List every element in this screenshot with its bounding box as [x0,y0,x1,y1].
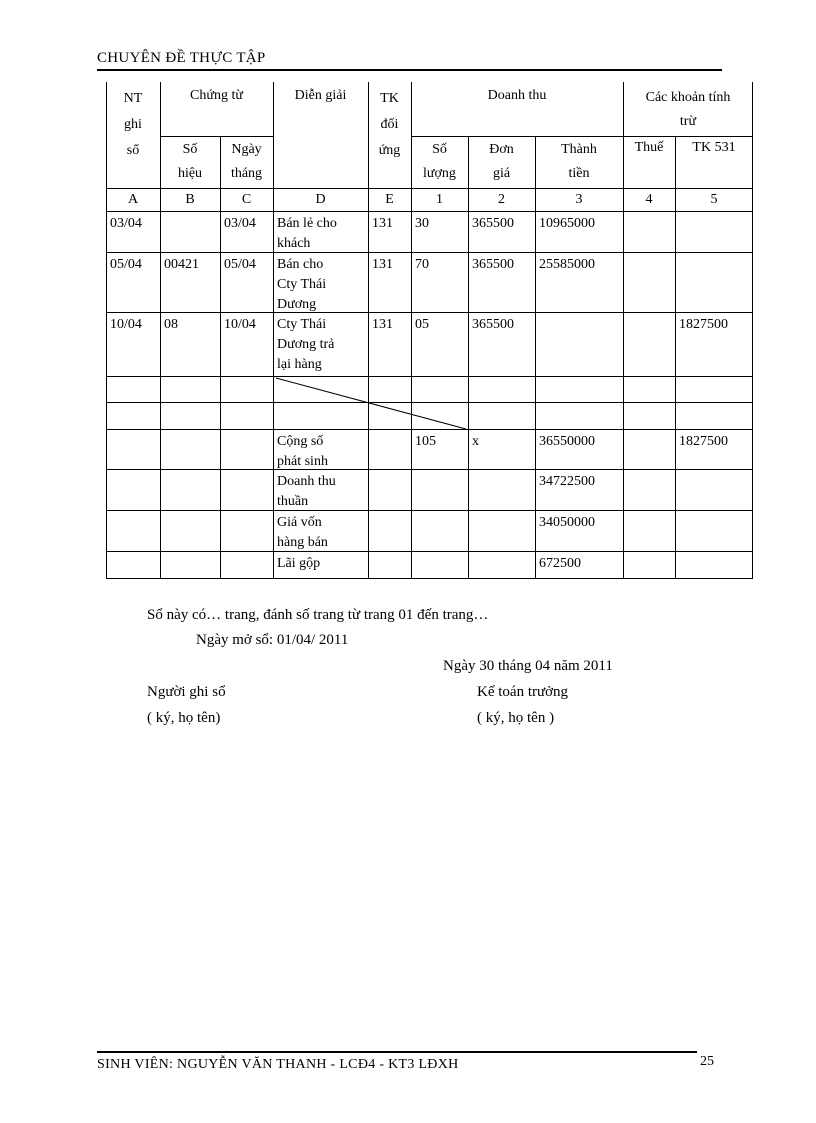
code-cell: 3 [575,192,583,207]
cell-nt: 10/04 [110,317,142,332]
header-rule [97,69,722,71]
cell-don: 365500 [472,216,514,231]
code-cell: C [241,192,252,207]
cell-dg [277,255,366,315]
description-line: Giá vốn [277,515,322,530]
col-nt-line2: ghi [124,117,142,132]
code-cell: 2 [498,192,505,207]
signer-left-title: Người ghi sổ [147,684,226,700]
code-cell: B [185,192,195,207]
col-soluong-line2: lượng [423,166,456,181]
col-ngay-line1: Ngày [231,142,262,157]
ledger-pages-note: Sổ này có… trang, đánh số trang từ trang 01 đến trang… [147,607,489,623]
cell-sl: 30 [415,216,429,231]
col-khoantru-line2: trừ [679,114,697,129]
footer-text: SINH VIÊN: NGUYỄN VĂN THANH - LCĐ4 - KT3 LĐXH [97,1057,459,1072]
cell-tk531: 1827500 [679,317,728,332]
description-line: Cộng số [277,434,324,449]
signer-right-note: ( ký, họ tên ) [477,710,555,726]
description-line: thuần [277,494,309,509]
cell-dg [277,472,366,512]
cell-nt: 05/04 [110,257,142,272]
description-line: Cty Thái [277,317,327,332]
cell-dg [277,432,366,472]
cell-sl: 05 [415,317,429,332]
col-khoantru-header [623,86,753,134]
code-cell: A [127,192,139,207]
cell-sh: 00421 [164,257,199,272]
description-line: phát sinh [277,454,328,469]
cell-don: 365500 [472,317,514,332]
col-nt-line1: NT [123,91,143,106]
cell-dg [277,315,366,375]
col-dongia-line1: Đơn [489,142,514,157]
signing-date: Ngày 30 tháng 04 năm 2011 [443,658,613,674]
cell-tt: 10965000 [539,216,595,231]
ledger-open-date: Ngày mở sổ: 01/04/ 2011 [196,632,349,648]
col-chungtu-header: Chứng từ [190,88,243,103]
code-cell: 4 [645,192,653,207]
cell-tt: 36550000 [539,434,595,449]
description-line: Bán lẻ cho [277,216,337,231]
col-ngay-header [220,138,273,186]
cell-don: x [472,434,479,449]
col-nt-line3: sổ [126,143,140,158]
col-sohieu-line2: hiệu [177,166,203,181]
col-soluong-header [411,138,468,186]
col-thanhtien-header [535,138,623,186]
description-line: hàng bán [277,535,328,550]
description-line: Doanh thu [277,474,336,489]
col-tk-header [368,86,411,164]
code-cell: 5 [710,192,718,207]
col-nt-header [106,86,160,164]
col-thanhtien-line1: Thành [561,142,597,157]
code-cell: E [385,192,394,207]
description-line: Dương trả [277,337,335,352]
description-line: khách [277,236,311,251]
col-sohieu-header [160,138,220,186]
col-tk-line3: ứng [378,143,401,158]
col-tk531-header: TK 531 [692,140,736,155]
cell-ng: 03/04 [224,216,256,231]
code-cell: 1 [436,192,443,207]
col-thue-header: Thuế [634,140,664,155]
cell-dg [277,214,366,254]
col-khoantru-line1: Các khoản tính [645,90,731,105]
cell-dg [277,513,366,553]
col-soluong-line1: Số [432,142,447,157]
signer-left-note: ( ký, họ tên) [147,710,221,726]
cell-tt: 672500 [539,556,581,571]
col-sohieu-line1: Số [182,142,198,157]
code-cell: D [315,192,326,207]
description-line: Lãi gộp [277,556,321,571]
col-dongia-header [468,138,535,186]
col-ngay-line2: tháng [230,166,263,181]
signer-right-title: Kế toán trưởng [477,684,569,700]
col-diengiai-header: Diễn giải [294,88,347,103]
col-dongia-line2: giá [492,166,511,181]
cell-sl: 70 [415,257,429,272]
description-line: lại hàng [277,357,322,372]
cell-tk531: 1827500 [679,434,728,449]
cell-tt: 25585000 [539,257,595,272]
page-number: 25 [700,1054,714,1069]
cell-tt: 34722500 [539,474,595,489]
col-tk-line1: TK [380,91,399,106]
cell-nt: 03/04 [110,216,142,231]
cell-don: 365500 [472,257,514,272]
cell-sl: 105 [415,434,436,449]
description-line: Cty Thái [277,277,327,292]
col-tk-line2: đối [380,117,399,132]
description-line: Bán cho [277,257,324,272]
cell-tt: 34050000 [539,515,595,530]
revenue-ledger-table [106,82,753,579]
col-thanhtien-line2: tiền [568,166,590,181]
cell-ng: 10/04 [224,317,256,332]
cell-sh: 08 [164,317,178,332]
cell-tk: 131 [372,216,393,231]
cell-dg [277,554,366,574]
cell-ng: 05/04 [224,257,256,272]
footer-rule [97,1051,697,1053]
col-doanhthu-header: Doanh thu [487,88,547,103]
description-line: Dương [277,297,317,312]
page-header: CHUYÊN ĐỀ THỰC TẬP [97,50,266,66]
cell-tk: 131 [372,317,393,332]
cell-tk: 131 [372,257,393,272]
